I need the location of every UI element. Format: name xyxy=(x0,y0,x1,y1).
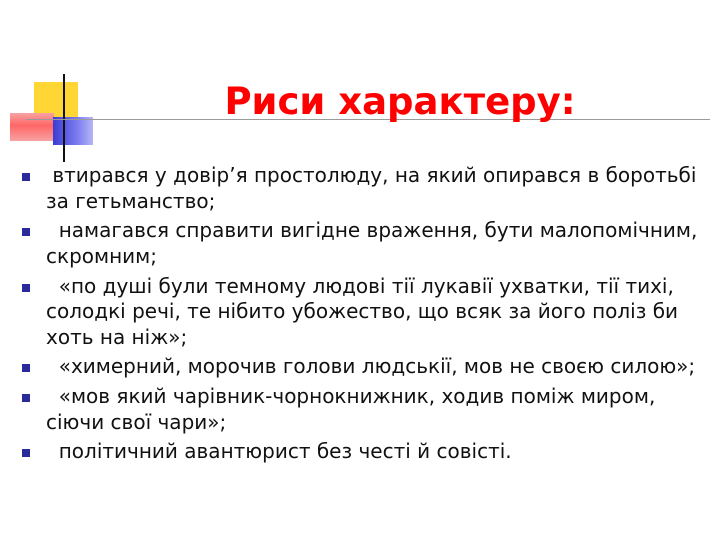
bullet-text: «по душі були темному людові тії лукавії ухватки, тії тихі, солодкі речі, те нібито убожество, що всяк за його поліз би хоть на ніж»; xyxy=(46,273,685,349)
list-item xyxy=(22,163,712,214)
square-bullet-icon xyxy=(22,449,30,457)
square-bullet-icon xyxy=(22,284,30,292)
list-item xyxy=(22,354,712,380)
list-item xyxy=(22,274,712,351)
list-item xyxy=(22,218,712,269)
bullet-text: політичний авантюрист без честі й совісті. xyxy=(46,439,512,464)
bullet-text: втирався у довір’я простолюду, на який опирався в боротьбі за гетьманство; xyxy=(46,163,703,213)
square-bullet-icon xyxy=(22,394,30,402)
bullet-list xyxy=(22,163,712,469)
logo-blue-square xyxy=(53,117,93,145)
bullet-text: намагався справити вигідне враження, бути малопомічним, скромним; xyxy=(46,218,704,268)
list-item xyxy=(22,384,712,435)
bullet-text: «химерний, морочив голови людськії, мов не своєю силою»; xyxy=(46,354,696,379)
square-bullet-icon xyxy=(22,364,30,372)
list-item xyxy=(22,439,712,465)
bullet-text: «мов який чарівник-чорнокнижник, ходив поміж миром, сіючи свої чари»; xyxy=(46,384,662,434)
logo-vertical-line xyxy=(63,74,65,162)
square-bullet-icon xyxy=(22,228,30,236)
square-bullet-icon xyxy=(22,173,30,181)
slide-title: Риси характеру: xyxy=(224,80,576,123)
logo-red-bar xyxy=(10,113,54,141)
